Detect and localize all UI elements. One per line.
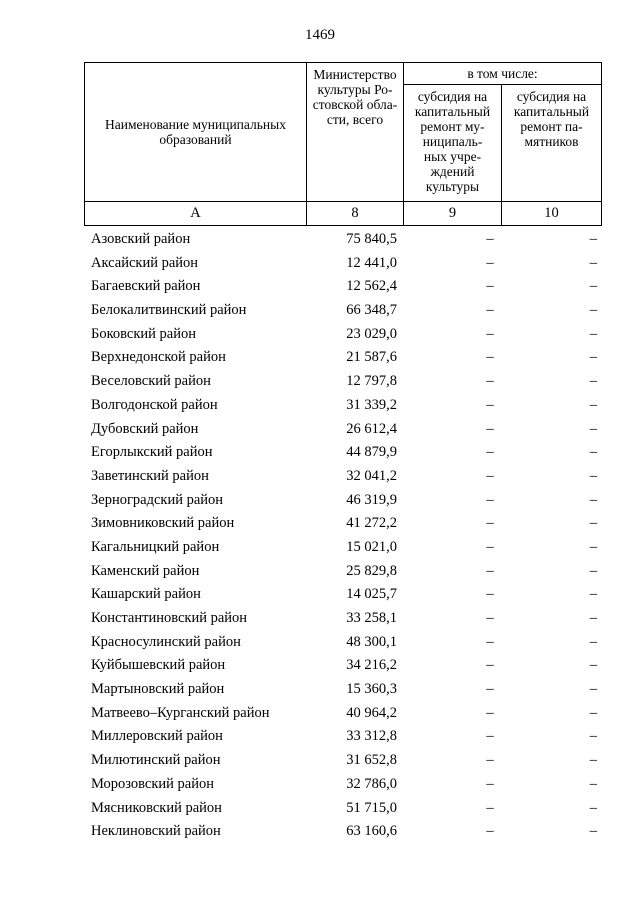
municipality-name: Кашарский район [91,586,201,603]
total-value: 12 441,0 [346,254,397,271]
total-value: 14 025,7 [346,586,397,603]
municipality-name: Матвеево–Курганский район [91,704,270,721]
municipality-name: Заветинский район [91,467,209,484]
municipality-name: Мясниковский район [91,799,222,816]
subsidy-monuments-value: – [589,278,597,295]
subsidy-monuments-value: – [589,728,597,745]
subsidy-monuments-value: – [589,515,597,532]
table-row [84,821,601,845]
subsidy-institutions-value: – [486,302,494,319]
header-sub1-line: ниципаль- [422,134,483,149]
table-row [84,419,601,443]
header-sub1-line: ремонт му- [420,119,485,134]
table-row [84,750,601,774]
municipality-name: Морозовский район [91,775,215,792]
header-sub2-line: ремонт па- [520,119,583,134]
subsidy-monuments-value: – [589,444,597,461]
subsidy-institutions-value: – [486,254,494,271]
municipality-name: Верхнедонской район [91,349,226,366]
municipality-name: Константиновский район [91,610,248,626]
municipality-name: Азовский район [91,231,191,247]
table-row [84,442,601,466]
total-value: 32 041,2 [346,467,397,484]
subsidy-monuments-value: – [589,704,597,721]
subsidy-institutions-value: – [486,515,494,532]
page-number: 1469 [305,27,335,43]
total-value: 32 786,0 [346,775,397,792]
table-row [84,395,601,419]
total-value: 33 312,8 [346,728,397,745]
table-row [84,253,601,277]
municipality-name: Милютинский район [91,752,221,769]
municipality-name: Волгодонской район [91,396,218,413]
subsidy-monuments-value: – [589,538,597,555]
subsidy-institutions-value: – [486,491,494,508]
total-value: 44 879,9 [346,444,397,461]
municipality-name: Красносулинский район [91,633,241,650]
municipality-name: Егорлыкский район [91,444,213,461]
subsidy-monuments-value: – [589,562,597,579]
subsidy-institutions-value: – [486,467,494,484]
table-row [84,513,601,537]
total-value: 48 300,1 [346,633,397,650]
header-total-line: стовской обла- [312,97,398,112]
table-row [84,561,601,585]
table-row [84,703,601,727]
municipality-name: Неклиновский район [91,823,221,840]
subsidy-monuments-value: – [589,799,597,816]
total-value: 15 021,0 [346,538,397,555]
subsidy-institutions-value: – [486,231,494,247]
header-sub2-line: мятников [524,134,579,149]
total-value: 31 652,8 [346,752,397,769]
table-row [84,632,601,656]
table-row [84,276,601,300]
header-group-label: в том числе: [404,63,602,85]
total-value: 66 348,7 [346,302,397,319]
subsidy-institutions-value: – [486,657,494,674]
municipality-name: Мартыновский район [91,681,225,698]
subsidy-institutions-value: – [486,538,494,555]
header-sub2-line: субсидия на [516,89,587,104]
municipality-name: Дубовский район [91,420,199,437]
total-value: 12 562,4 [346,278,397,295]
subsidy-monuments-value: – [589,373,597,390]
subsidy-institutions-value: – [486,775,494,792]
header-num-10: 10 [502,202,602,226]
subsidy-institutions-value: – [486,373,494,390]
header-name-line1: Наименование муниципальных [105,117,286,132]
subsidy-institutions-value: – [486,325,494,342]
municipality-name: Миллеровский район [91,728,223,745]
header-sub1-line: ных учре- [423,149,482,164]
total-value: 75 840,5 [346,231,397,247]
subsidy-institutions-value: – [486,420,494,437]
subsidy-institutions-value: – [486,799,494,816]
total-value: 12 797,8 [346,373,397,390]
municipality-name: Белокалитвинский район [91,302,247,319]
total-value: 21 587,6 [346,349,397,366]
header-sub2-line: капитальный [513,104,590,119]
table-row [84,774,601,798]
table-row [84,300,601,324]
table-row [84,229,601,253]
municipality-name: Аксайский район [91,254,199,271]
subsidy-monuments-value: – [589,633,597,650]
subsidy-monuments-value: – [589,254,597,271]
subsidy-institutions-value: – [486,704,494,721]
subsidy-monuments-value: – [589,325,597,342]
table-row [84,655,601,679]
subsidy-institutions-value: – [486,681,494,698]
subsidy-monuments-value: – [589,752,597,769]
municipality-name: Зимовниковский район [91,515,235,532]
table-row [84,679,601,703]
table-body [84,229,601,845]
total-value: 51 715,0 [346,799,397,816]
subsidy-institutions-value: – [486,562,494,579]
subsidy-monuments-value: – [589,610,597,626]
total-value: 15 360,3 [346,681,397,698]
total-value: 63 160,6 [346,823,397,840]
subsidy-institutions-value: – [486,752,494,769]
subsidy-institutions-value: – [486,610,494,626]
subsidy-institutions-value: – [486,396,494,413]
table-header [84,62,602,226]
subsidy-institutions-value: – [486,823,494,840]
subsidy-monuments-value: – [589,681,597,698]
total-value: 34 216,2 [346,657,397,674]
subsidy-monuments-value: – [589,231,597,247]
header-sub1-line: культуры [425,179,480,194]
table-row [84,347,601,371]
subsidy-institutions-value: – [486,633,494,650]
subsidy-monuments-value: – [589,349,597,366]
header-num-8: 8 [307,202,404,226]
subsidy-monuments-value: – [589,302,597,319]
table-row [84,584,601,608]
subsidy-institutions-value: – [486,444,494,461]
header-sub1-line: капитальный [414,104,491,119]
subsidy-monuments-value: – [589,657,597,674]
table-row [84,324,601,348]
header-total-line: сти, всего [326,112,384,127]
subsidy-monuments-value: – [589,491,597,508]
total-value: 25 829,8 [346,562,397,579]
total-value: 31 339,2 [346,396,397,413]
subsidy-monuments-value: – [589,823,597,840]
total-value: 23 029,0 [346,325,397,342]
total-value: 26 612,4 [346,420,397,437]
table-row [84,371,601,395]
municipality-name: Куйбышевский район [91,657,226,674]
table-row [84,608,601,632]
header-total-line: культуры Ро- [317,82,393,97]
table-row [84,726,601,750]
municipality-name: Боковский район [91,325,196,342]
total-value: 41 272,2 [346,515,397,532]
subsidy-monuments-value: – [589,775,597,792]
subsidy-institutions-value: – [486,586,494,603]
header-name-line2: образований [159,132,232,147]
header-sub1-line: субсидия на [417,89,488,104]
municipality-name: Кагальницкий район [91,538,220,555]
subsidy-institutions-value: – [486,278,494,295]
header-num-a: А [85,202,307,226]
header-subsidy-institutions [404,85,502,202]
total-value: 40 964,2 [346,704,397,721]
header-total-column [307,63,404,202]
subsidy-monuments-value: – [589,420,597,437]
municipality-name: Каменский район [91,562,200,579]
header-name-column [85,63,307,202]
header-subsidy-monuments [502,85,602,202]
header-num-9: 9 [404,202,502,226]
header-sub1-line: ждений [430,164,475,179]
total-value: 46 319,9 [346,491,397,508]
subsidy-institutions-value: – [486,349,494,366]
table-row [84,466,601,490]
municipality-name: Зерноградский район [91,491,224,508]
subsidy-monuments-value: – [589,467,597,484]
table-row [84,798,601,822]
subsidy-institutions-value: – [486,728,494,745]
municipality-name: Веселовский район [91,373,211,390]
total-value: 33 258,1 [346,610,397,626]
subsidy-monuments-value: – [589,586,597,603]
subsidy-monuments-value: – [589,396,597,413]
table-row [84,537,601,561]
municipality-name: Багаевский район [91,278,201,295]
table-row [84,490,601,514]
header-total-line: Министерство [313,67,397,82]
